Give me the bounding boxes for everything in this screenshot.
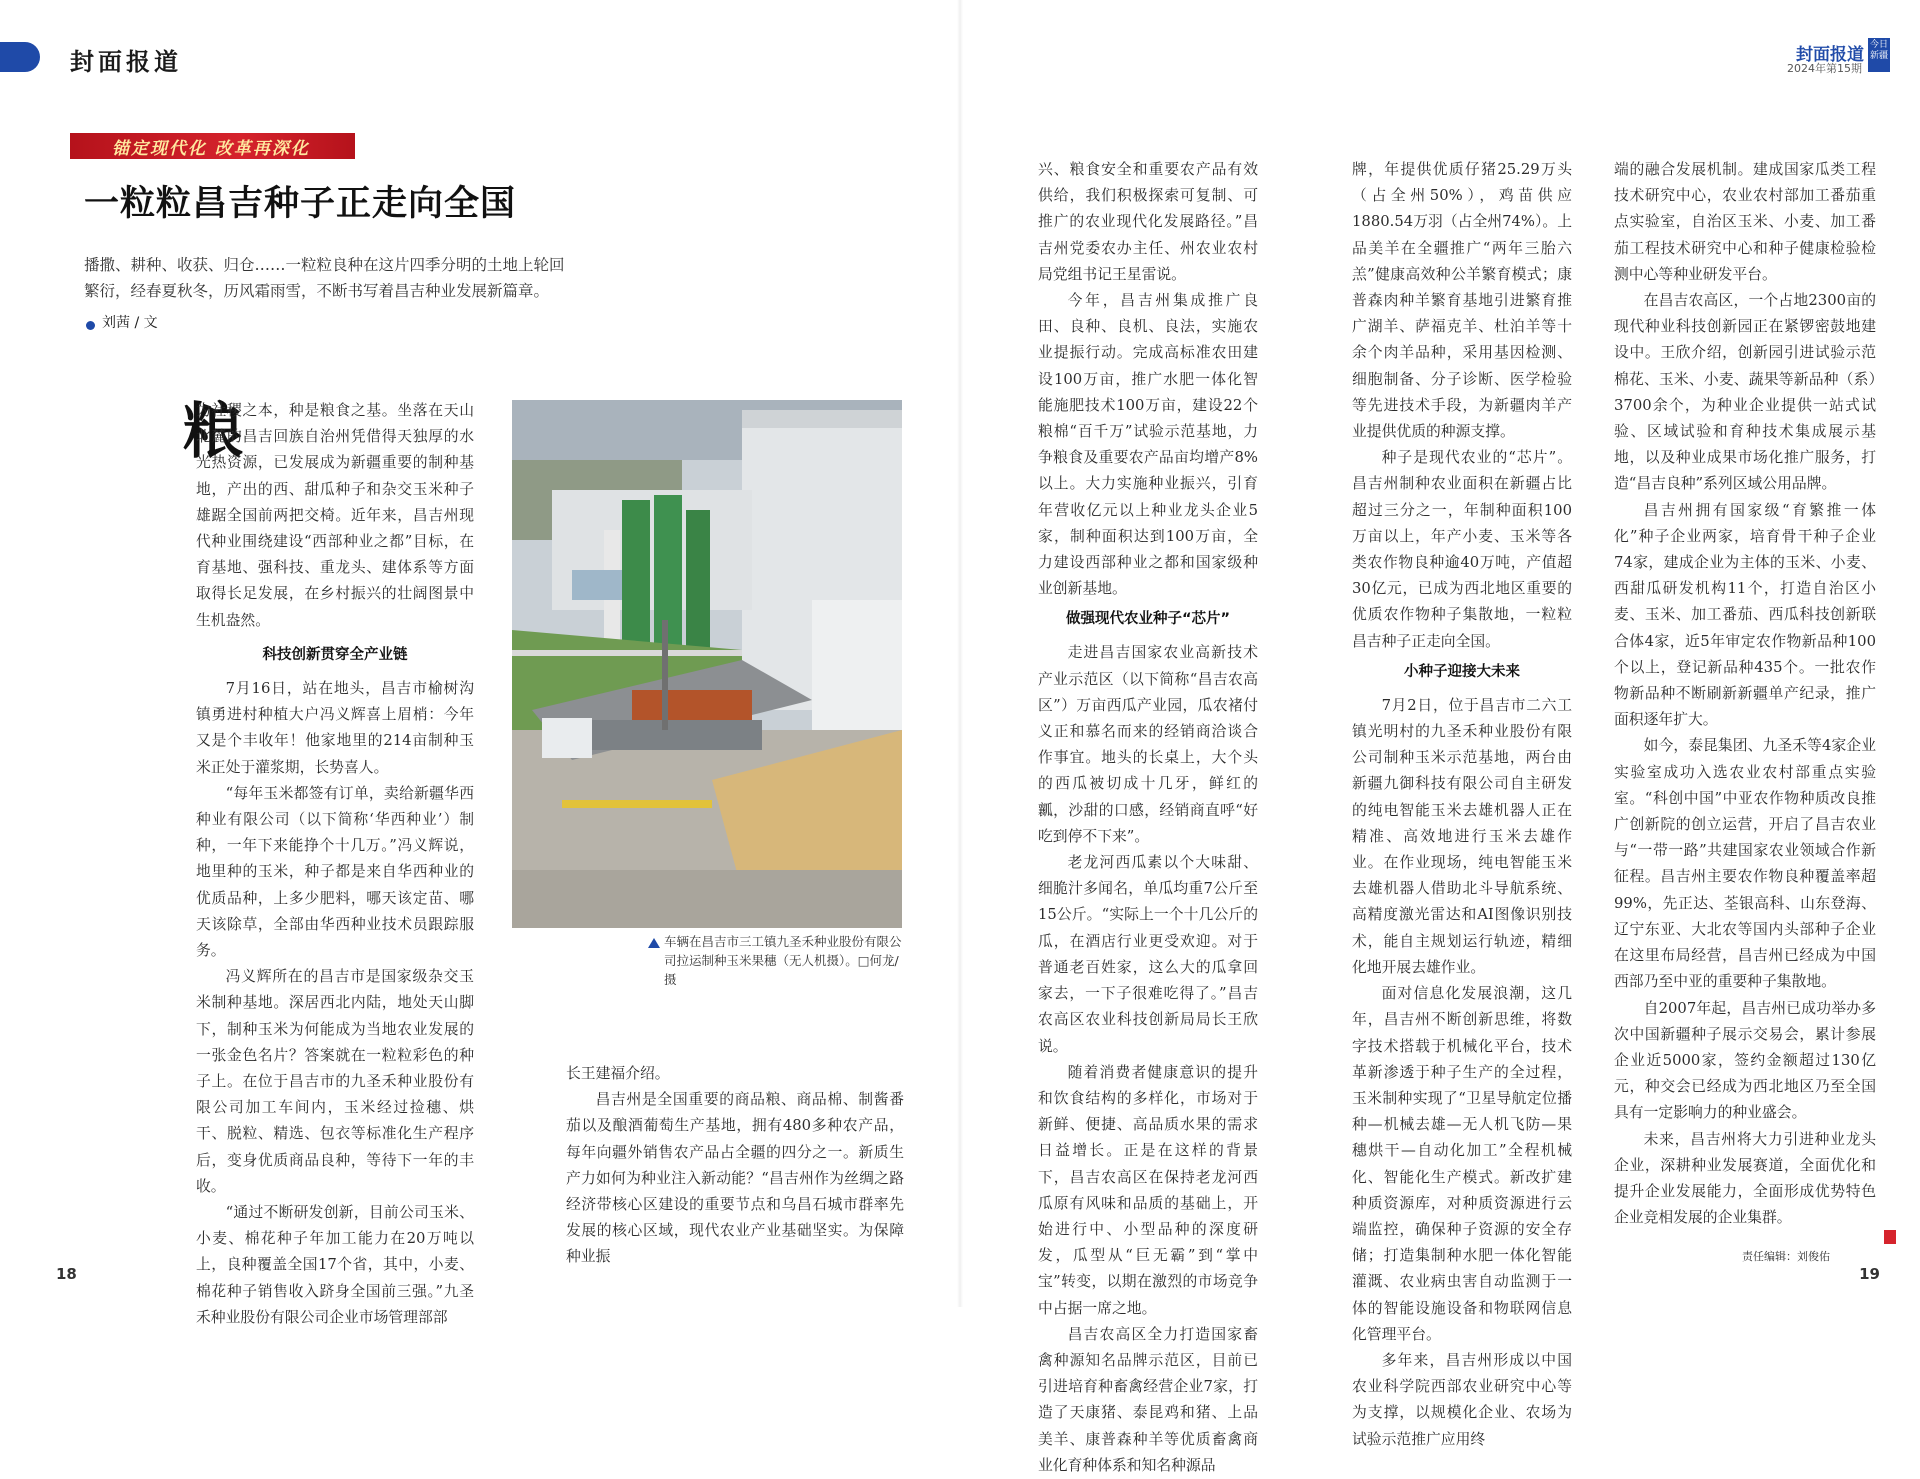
paragraph: 昌吉农高区全力打造国家畜禽种源知名品牌示范区，目前已引进培育种畜禽经营企业7家，打造了天康猪、泰昆鸡和猪、上品美羊、康普森种羊等优质畜禽商业化育种体系和知名种源品 (1038, 1325, 1258, 1474)
issue-label: 2024年第15期 (1787, 62, 1862, 75)
column-1-lower (196, 638, 474, 1331)
seed-factory-aerial-photo (512, 400, 902, 928)
paragraph: 兴、粮食安全和重要农产品有效供给，我们积极探索可复制、可推广的农业现代化发展路径。”昌吉州党委农办主任、州农业农村局党组书记王星雷说。 (1038, 161, 1258, 283)
paragraph: 在昌吉农高区，一个占地2300亩的现代种业科技创新园正在紧锣密鼓地建设中。王欣介绍，创新园引进试验示范棉花、玉米、小麦、蔬果等新品种（系）3700余个，为种业企业提供一站式试验、区域试验和育种技术集成展示基地，以及种业成果市场化推广服务，打造“昌吉良种”系列区域公用品牌。 (1614, 292, 1876, 493)
paragraph: 牌，年提供优质仔猪25.29万头（占全州50%），鸡苗供应1880.54万羽（占全州74%）。上品美羊在全疆推广“两年三胎六羔”健康高效种公羊繁育模式；康普森肉种羊繁育基地引进繁育推广湖羊、萨福克羊、杜泊羊等十余个肉羊品种，采用基因检测、细胞制备、分子诊断、医学检验等先进技术手段，为新疆肉羊产业提供优质的种源支撑。 (1352, 161, 1572, 441)
drop-cap: 粮 (183, 397, 243, 467)
paragraph: 随着消费者健康意识的提升和饮食结构的多样化，市场对于新鲜、便捷、高品质水果的需求日益增长。正是在这样的背景下，昌吉农高区在保持老龙河西瓜原有风味和品质的基础上，开始进行中、小型品种的深度研发，瓜型从“巨无霸”到“掌中宝”转变，以期在激烈的市场竞争中占据一席之地。 (1038, 1063, 1258, 1317)
page-number-right: 19 (1859, 1265, 1880, 1283)
topic-banner-text: 锚定现代化 改革再深化 (112, 139, 310, 159)
paragraph: 7月2日，位于昌吉市二六工镇光明村的九圣禾种业股份有限公司制种玉米示范基地，两台由新疆九御科技有限公司自主研发的纯电智能玉米去雄机器人正在精准、高效地进行玉米去雄作业。在作业现场，纯电智能玉米去雄机器人借助北斗导航系统、高精度激光雷达和AI图像识别技术，能自主规划运行轨迹，精细化地开展去雄作业。 (1352, 696, 1572, 976)
article-lead: 播撒、耕种、收获、归仓……一粒粒良种在这片四季分明的土地上轮回繁衍，经春夏秋冬，历风霜雨雪，不断书写着昌吉种业发展新篇章。 (84, 256, 565, 300)
article-end-mark-icon (1884, 1230, 1896, 1244)
paragraph: 端的融合发展机制。建成国家瓜类工程技术研究中心，农业农村部加工番茄重点实验室，自治区玉米、小麦、加工番茄工程技术研究中心和种子健康检验检测中心等种业研发平台。 (1614, 161, 1876, 283)
paragraph: 种子是现代农业的“芯片”。昌吉州制种农业面积在新疆占比超过三分之一，年制种面积100万亩以上，年产小麦、玉米等各类农作物良种逾40万吨，产值超30亿元，已成为西北地区重要的优质农作物种子集散地，一粒粒昌吉种子正走向全国。 (1352, 449, 1572, 650)
magazine-badge: 今日新疆 (1868, 38, 1890, 72)
column-5 (1614, 157, 1876, 1231)
section-marker (0, 42, 40, 72)
paragraph: 今年，昌吉州集成推广良田、良种、良机、良法，实施农业提振行动。完成高标准农田建设100万亩，推广水肥一体化智能施肥技术100万亩，建设22个粮棉“百千万”试验示范基地，力争粮食及重要农产品亩均增产8%以上。大力实施种业振兴，引育年营收亿元以上种业龙头企业5家，制种面积达到100万亩，全力建设西部种业之都和国家级种业创新基地。 (1038, 292, 1258, 598)
article-photo (512, 400, 902, 928)
paragraph: “每年玉米都签有订单，卖给新疆华西种业有限公司（以下简称‘华西种业’）制种，一年下来能挣个十几万。”冯义辉说，地里种的玉米，种子都是来自华西种业的优质品种，上多少肥料，哪天该定苗、哪天该除草，全部由华西种业技术员跟踪服务。 (196, 784, 474, 960)
page-gutter (957, 0, 963, 1307)
paragraph: 7月16日，站在地头，昌吉市榆树沟镇勇进村种植大户冯义辉喜上眉梢：今年又是个丰收年！他家地里的214亩制种玉米正处于灌浆期，长势喜人。 (196, 680, 474, 776)
paragraph: 老龙河西瓜素以个大味甜、细脆汁多闻名，单瓜均重7公斤至15公斤。“实际上一个十几公斤的瓜，在酒店行业更受欢迎。对于普通老百姓家，这么大的瓜拿回家去，一下子很难吃得了。”昌吉农高区农业科技创新局局长王欣说。 (1038, 854, 1258, 1055)
responsible-editor: 责任编辑：刘俊佑 (1742, 1250, 1830, 1263)
paragraph: “通过不断研发创新，目前公司玉米、小麦、棉花种子年加工能力在20万吨以上，良种覆盖全国17个省，其中，小麦、棉花种子销售收入跻身全国前三强。”九圣禾种业股份有限公司企业市场管理部部 (196, 1204, 474, 1326)
paragraph: 未来，昌吉州将大力引进种业龙头企业，深耕种业发展赛道，全面优化和提升企业发展能力，全面形成优势特色企业竞相发展的企业集群。 (1614, 1130, 1876, 1227)
paragraph: 如今，泰昆集团、九圣禾等4家企业实验室成功入选农业农村部重点实验室。“科创中国”中亚农作物种质改良推广创新院的创立运营，开启了昌吉农业与“一带一路”共建国家农业领域合作新征程。昌吉州主要农作物良种覆盖率超99%，先正达、荃银高科、山东登海、辽宁东亚、大北农等国内头部种子企业在这里布局经营，昌吉州已经成为中国西部乃至中亚的重要种子集散地。 (1614, 737, 1876, 991)
paragraph: 长王建福介绍。 (566, 1065, 670, 1082)
running-header-right (1787, 38, 1890, 75)
article-title: 一粒粒昌吉种子正走向全国 (84, 184, 517, 224)
paragraph: 冯义辉所在的昌吉市是国家级杂交玉米制种基地。深居西北内陆，地处天山脚下，制种玉米为何能成为当地农业发展的一张金色名片？答案就在一粒粒彩色的种子上。在位于昌吉市的九圣禾种业股份有限公司加工车间内，玉米经过捡穗、烘干、脱粒、精选、包衣等标准化生产程序后，变身优质商品良种，等待下一年的丰收。 (196, 968, 474, 1195)
author-bullet-icon (86, 321, 95, 330)
section-title-left: 封面报道 (70, 47, 182, 76)
column-4 (1352, 157, 1572, 1453)
section-title-right: 封面报道 (1796, 45, 1864, 65)
column-2 (566, 1061, 904, 1271)
caption-triangle-icon (648, 938, 660, 948)
column-3 (1038, 157, 1258, 1479)
paragraph: 自2007年起，昌吉州已成功举办多次中国新疆种子展示交易会，累计参展企业近5000家，签约金额超过130亿元，种交会已经成为西北地区乃至全国具有一定影响力的种业盛会。 (1614, 999, 1876, 1122)
paragraph: 昌吉州是全国重要的商品粮、商品棉、制酱番茄以及酿酒葡萄生产基地，拥有480多种农产品，每年向疆外销售农产品占全疆的四分之一。新质生产力如何为种业注入新动能？“昌吉州作为丝绸之路经济带核心区建设的重要节点和乌昌石城市群率先发展的核心区域，现代农业产业基础坚实。为保障种业振 (566, 1091, 904, 1266)
subheading-2: 做强现代农业种子“芯片” (1065, 611, 1231, 628)
subheading-3: 小种子迎接大未来 (1404, 663, 1520, 680)
paragraph: 昌吉州拥有国家级“育繁推一体化”种子企业两家，培育骨干种子企业74家，建成企业为主体的玉米、小麦、西甜瓜研发机构11个，打造自治区小麦、玉米、加工番茄、西瓜科技创新联合体4家，近5年审定农作物新品种100个以上，登记新品种435个。一批农作物新品种不断刷新新疆单产纪录，推广面积逐年扩大。 (1614, 501, 1876, 729)
intro-paragraph: 为社稷之本，种是粮食之基。坐落在天山北麓的昌吉回族自治州凭借得天独厚的水光热资源，已发展成为新疆重要的制种基地，产出的西、甜瓜种子和杂交玉米种子雄踞全国前两把交椅。近年来，昌吉州现代种业围绕建设“西部种业之都”目标，在育基地、强科技、重龙头、建体系等方面取得长足发展，在乡村振兴的壮阔图景中生机盎然。 (196, 402, 474, 629)
photo-caption: 车辆在昌吉市三工镇九圣禾种业股份有限公司拉运制种玉米果穗（无人机摄）。□何龙/摄 (664, 934, 902, 987)
article-author: 刘茜 / 文 (102, 315, 158, 331)
paragraph: 多年来，昌吉州形成以中国农业科学院西部农业研究中心等为支撑，以规模化企业、农场为试验示范推广应用终 (1352, 1351, 1572, 1448)
paragraph: 面对信息化发展浪潮，这几年，昌吉州不断创新思维，将数字技术搭载于机械化平台，技术革新渗透于种子生产的全过程，玉米制种实现了“卫星导航定位播种—机械去雄—无人机飞防—果穗烘干—自动化加工”全程机械化、智能化生产模式。新改扩建种质资源库，对种质资源进行云端监控，确保种子资源的安全存储；打造集制种水肥一体化智能灌溉、农业病虫害自动监测于一体的智能设施设备和物联网信息化管理平台。 (1352, 985, 1572, 1343)
paragraph: 走进昌吉国家农业高新技术产业示范区（以下简称“昌吉农高区”）万亩西瓜产业园，瓜农褚付义正和慕名而来的经销商洽谈合作事宜。地头的长桌上，大个头的西瓜被切成十几牙，鲜红的瓤，沙甜的口感，经销商直呼“好吃到停不下来”。 (1038, 644, 1258, 845)
subheading-1: 科技创新贯穿全产业链 (262, 647, 408, 663)
page-number-left: 18 (56, 1265, 77, 1283)
column-1 (196, 398, 474, 634)
